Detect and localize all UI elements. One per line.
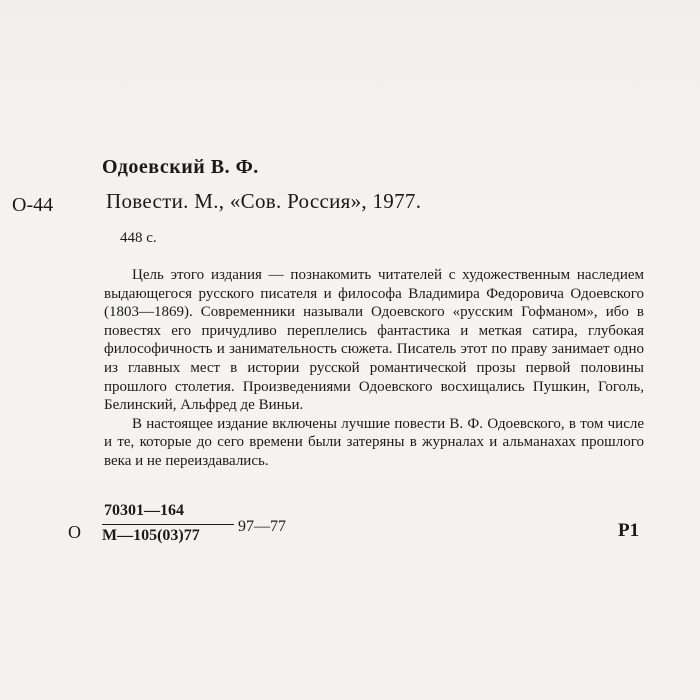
catalog-code: О-44 <box>12 194 54 216</box>
catalog-index <box>58 500 658 560</box>
annotation-paragraph: Цель этого издания — познакомить читателей с художественным наследием выдающегося русского писателя и философа Владимира Федоровича Одоевского (1803—1869). Современники называли Одоевского «русским Гофманом», ибо в повестях его причудливо переплелись фантастика и меткая сатира, глубокая философичность и занимательность сюжета. Писатель этот по праву занимает одно из главных мест в истории русской романтической прозы первой половины прошлого столетия. Произведениями Одоевского восхищались Пушкин, Гоголь, Белинский, Альфред де Виньи. <box>104 267 644 414</box>
title-line: Повести. М., «Сов. Россия», 1977. <box>106 189 422 213</box>
catalog-numerator: 70301—164 <box>104 502 184 519</box>
page-count: 448 с. <box>120 230 157 246</box>
catalog-suffix: 97—77 <box>238 518 286 535</box>
author-heading: Одоевский В. Ф. <box>102 156 259 178</box>
annotation-paragraph: В настоящее издание включены лучшие повести В. Ф. Одоевского, в том числе и те, которые до сего времени были затеряны в журналах и альманахах прошлого века и не переиздавались. <box>104 415 644 469</box>
catalog-denominator: М—105(03)77 <box>102 527 200 544</box>
show-through-text-top <box>210 38 590 62</box>
annotation-text <box>104 266 644 471</box>
fraction-line <box>102 524 234 525</box>
catalog-right-code: Р1 <box>618 520 640 541</box>
catalog-letter: О <box>68 522 81 542</box>
